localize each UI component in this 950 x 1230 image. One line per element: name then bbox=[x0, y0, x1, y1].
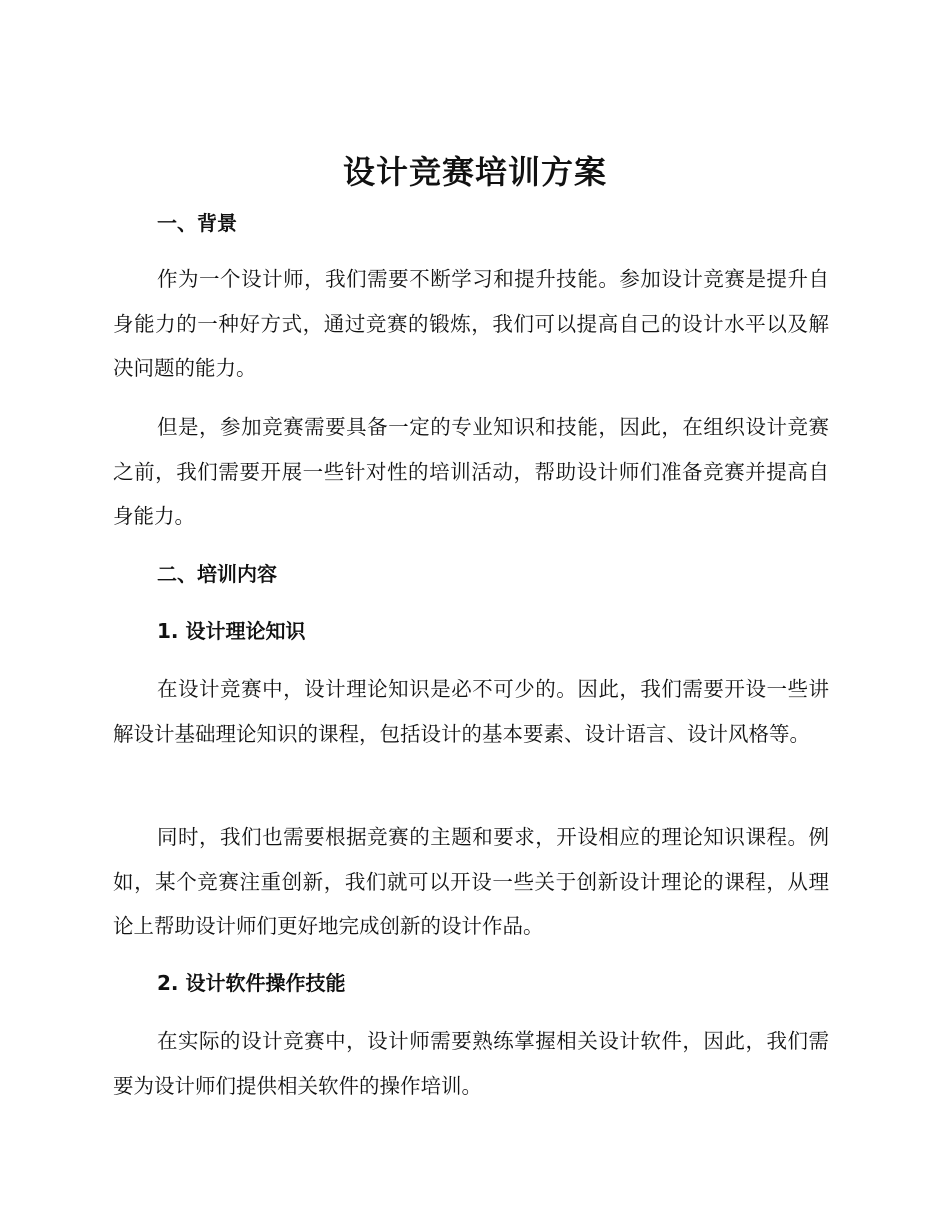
paragraph-background-2: 但是，参加竞赛需要具备一定的专业知识和技能，因此，在组织设计竞赛之前，我们需要开展一些针对性的培训活动，帮助设计师们准备竞赛并提高自身能力。 bbox=[113, 415, 829, 528]
page-title: 设计竞赛培训方案 bbox=[342, 153, 607, 191]
paragraph-design-theory-2: 同时，我们也需要根据竞赛的主题和要求，开设相应的理论知识课程。例如，某个竞赛注重创新，我们就可以开设一些关于创新设计理论的课程，从理论上帮助设计师们更好地完成创新的设计作品。 bbox=[113, 825, 829, 938]
section-heading-training-content: 二、培训内容 bbox=[157, 562, 277, 586]
paragraph-software-skills-1: 在实际的设计竞赛中，设计师需要熟练掌握相关设计软件，因此，我们需要为设计师们提供相关软件的操作培训。 bbox=[113, 1029, 829, 1098]
subsection-heading-design-theory: 1. 设计理论知识 bbox=[157, 619, 306, 643]
subsection-heading-software-skills: 2. 设计软件操作技能 bbox=[157, 971, 346, 995]
section-heading-background: 一、背景 bbox=[157, 211, 237, 235]
paragraph-design-theory-1: 在设计竞赛中，设计理论知识是必不可少的。因此，我们需要开设一些讲解设计基础理论知识的课程，包括设计的基本要素、设计语言、设计风格等。 bbox=[113, 677, 829, 746]
paragraph-background-1: 作为一个设计师，我们需要不断学习和提升技能。参加设计竞赛是提升自身能力的一种好方式，通过竞赛的锻炼，我们可以提高自己的设计水平以及解决问题的能力。 bbox=[113, 267, 829, 380]
